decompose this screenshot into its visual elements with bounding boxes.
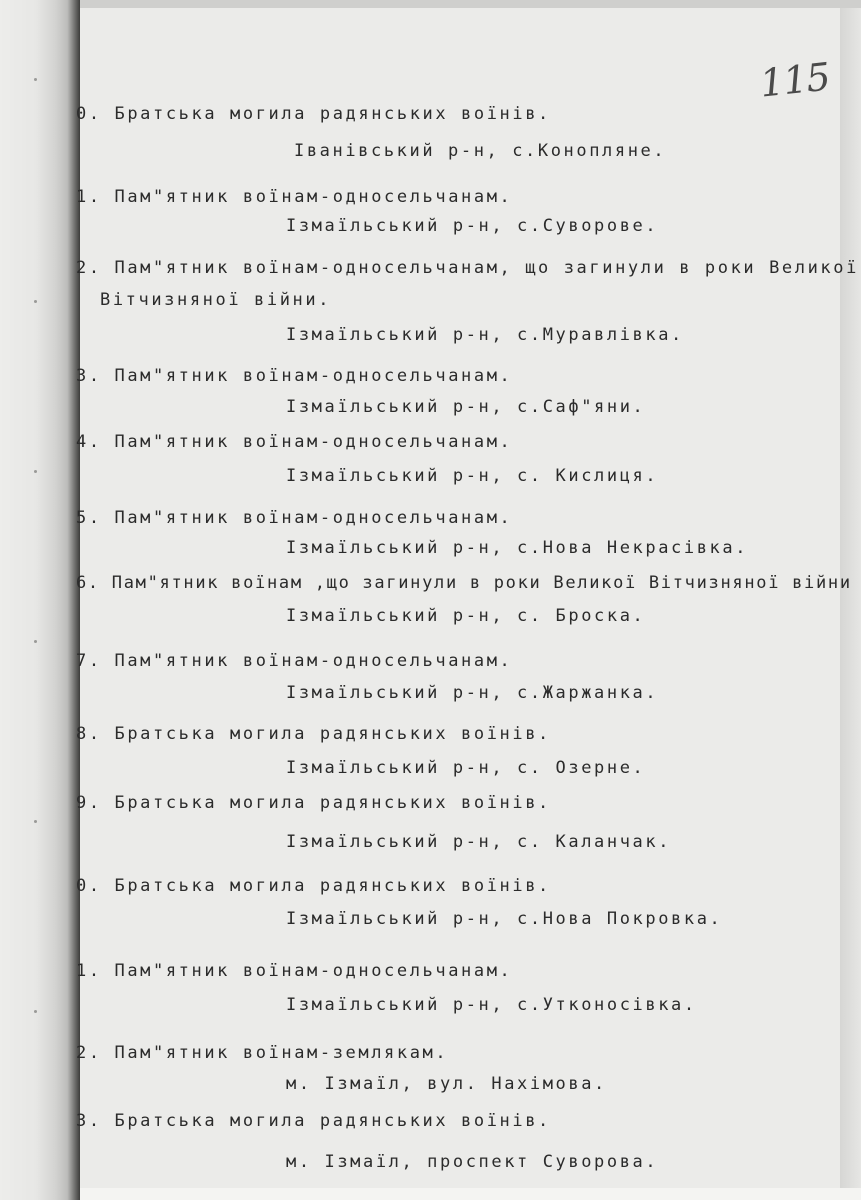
- binding-margin: [0, 0, 80, 1200]
- entry-location: Ізмаїльський р-н, с. Озерне.: [286, 758, 646, 778]
- entry-location: Ізмаїльський р-н, с. Броска.: [286, 606, 646, 626]
- binding-hole: [34, 820, 37, 823]
- entry-title: 5. Пам"ятник воїнам-односельчанам.: [76, 508, 513, 528]
- sheet-right-edge: [840, 8, 861, 1188]
- entry-title: 8. Братська могила радянських воїнів.: [76, 724, 551, 744]
- entry-location: Ізмаїльський р-н, с. Кислиця.: [286, 466, 659, 486]
- entry-location: Ізмаїльський р-н, с. Каланчак.: [286, 832, 672, 852]
- entry-location: Ізмаїльський р-н, с.Утконосівка.: [286, 995, 697, 1015]
- entry-title: 6. Пам"ятник воїнам ,що загинули в роки Великої Вітчизняної війни: [76, 573, 852, 593]
- entry-title: 7. Пам"ятник воїнам-односельчанам.: [76, 651, 513, 671]
- entry-title: 1. Пам"ятник воїнам-односельчанам.: [76, 187, 513, 207]
- entry-title: 9. Братська могила радянських воїнів.: [76, 793, 551, 813]
- binding-hole: [34, 640, 37, 643]
- binding-hole: [34, 300, 37, 303]
- entry-title: 1. Пам"ятник воїнам-односельчанам.: [76, 961, 513, 981]
- entry-location: Ізмаїльський р-н, с.Нова Покровка.: [286, 909, 723, 929]
- entry-title: 0. Братська могила радянських воїнів.: [76, 876, 551, 896]
- entry-title: 3. Пам"ятник воїнам-односельчанам.: [76, 366, 513, 386]
- entry-title: 0. Братська могила радянських воїнів.: [76, 104, 551, 124]
- entry-location: м. Ізмаїл, вул. Нахімова.: [286, 1074, 607, 1094]
- binding-hole: [34, 78, 37, 81]
- entry-location: Ізмаїльський р-н, с.Жаржанка.: [286, 683, 659, 703]
- entry-location: м. Ізмаїл, проспект Суворова.: [286, 1152, 659, 1172]
- entry-location: Ізмаїльський р-н, с.Нова Некрасівка.: [286, 538, 749, 558]
- entry-title-continuation: Вітчизняної війни.: [100, 290, 332, 310]
- entry-title: 2. Пам"ятник воїнам-односельчанам, що загинули в роки Великої: [76, 258, 859, 278]
- entry-title: 4. Пам"ятник воїнам-односельчанам.: [76, 432, 513, 452]
- entry-location: Ізмаїльський р-н, с.Муравлівка.: [286, 325, 684, 345]
- page-number: 115: [757, 54, 832, 106]
- entry-title: 3. Братська могила радянських воїнів.: [76, 1111, 551, 1131]
- entry-title: 2. Пам"ятник воїнам-землякам.: [76, 1043, 449, 1063]
- binding-hole: [34, 470, 37, 473]
- entry-location: Ізмаїльський р-н, с.Саф"яни.: [286, 397, 646, 417]
- entry-location: Іванівський р-н, с.Коноплянe.: [294, 141, 667, 161]
- binding-hole: [34, 1010, 37, 1013]
- entry-location: Ізмаїльський р-н, с.Суворове.: [286, 216, 659, 236]
